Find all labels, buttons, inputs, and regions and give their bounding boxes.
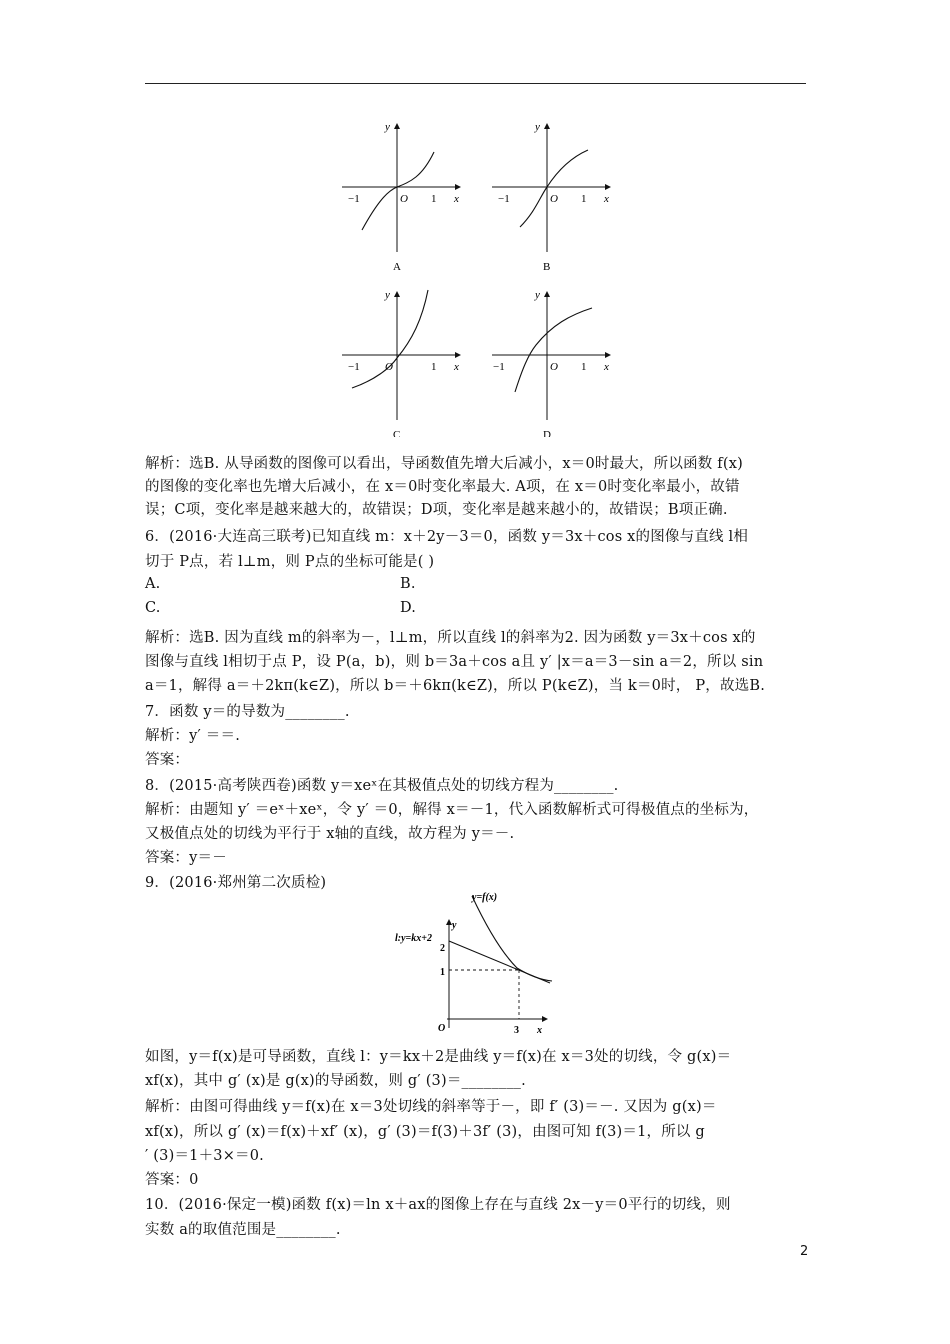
option-b: B. — [400, 576, 416, 592]
option-c: C. — [145, 600, 161, 616]
graph-c — [342, 289, 460, 437]
svg-text:O: O — [400, 193, 408, 205]
question-10: 10．(2016·保定一模)函数 f(x)＝ln x＋ax的图像上存在与直线 2x－y＝0平行的切线，则 — [145, 1197, 731, 1213]
svg-text:−1: −1 — [498, 193, 510, 205]
option-a: A. — [145, 576, 161, 592]
caption-c: C — [393, 429, 401, 437]
svg-text:y: y — [535, 121, 540, 133]
svg-text:l:y=kx+2: l:y=kx+2 — [395, 933, 432, 944]
svg-text:1: 1 — [431, 361, 437, 373]
text-line: 图像与直线 l相切于点 P，设 P(a，b)，则 b＝3a＋cos a且 y′ |x＝a＝3－sin a＝2，所以 sin — [145, 654, 764, 670]
header-rule — [145, 83, 806, 84]
text-line: 如图，y＝f(x)是可导函数，直线 l：y＝kx＋2是曲线 y＝f(x)在 x＝3处的切线，令 g(x)＝ — [145, 1049, 732, 1065]
svg-text:y: y — [535, 289, 540, 301]
question-7: 7．函数 y＝的导数为________. — [145, 704, 350, 720]
text-line: a＝1，解得 a＝＋2kπ(k∈Z)，所以 b＝＋6kπ(k∈Z)，所以 P(k∈Z)，当 k＝0时， P，故选B. — [145, 678, 766, 694]
svg-text:1: 1 — [581, 193, 587, 205]
answer-label: 答案： — [145, 752, 190, 768]
graph-b — [492, 121, 610, 273]
svg-text:O: O — [438, 1023, 446, 1034]
svg-text:y: y — [452, 920, 457, 931]
text-line: 解析：由题知 y′ ＝eˣ＋xeˣ，令 y′ ＝0，解得 x＝－1，代入函数解析式可得极值点的坐标为， — [145, 802, 759, 818]
text-line: 实数 a的取值范围是________. — [145, 1222, 341, 1238]
svg-text:1: 1 — [431, 193, 437, 205]
text-line: ′ (3)＝1＋3×＝0. — [145, 1148, 264, 1164]
question-6: 6．(2016·大连高三联考)已知直线 m：x＋2y－3＝0，函数 y＝3x＋cos x的图像与直线 l相 — [145, 529, 749, 545]
text-line: 解析：由图可得曲线 y＝f(x)在 x＝3处切线的斜率等于－，即 f′ (3)＝－. 又因为 g(x)＝ — [145, 1099, 717, 1115]
svg-text:1: 1 — [581, 361, 587, 373]
svg-text:y=f(x): y=f(x) — [472, 892, 498, 903]
text-line: 解析：选B. 从导函数的图像可以看出，导函数值先增大后减小，x＝0时最大，所以函数 f(x) — [145, 456, 743, 472]
derivative-graphs — [330, 112, 640, 437]
text-line: xf(x)，所以 g′ (x)＝f(x)＋xf′ (x)，g′ (3)＝f(3)＋3f′ (3)，由图可知 f(3)＝1，所以 g — [145, 1124, 705, 1140]
text-line: 解析：选B. 因为直线 m的斜率为－，l⊥m，所以直线 l的斜率为2. 因为函数 y＝3x＋cos x的 — [145, 630, 756, 646]
svg-text:−1: −1 — [493, 361, 505, 373]
svg-text:3: 3 — [514, 1025, 519, 1036]
answer-label: 答案：y＝－ — [145, 850, 227, 866]
svg-text:x: x — [537, 1025, 542, 1036]
svg-text:x: x — [454, 361, 459, 373]
svg-text:x: x — [604, 361, 609, 373]
answer-label: 答案：0 — [145, 1172, 199, 1188]
caption-a: A — [393, 261, 401, 273]
caption-b: B — [543, 261, 551, 273]
caption-d: D — [543, 429, 551, 437]
svg-text:2: 2 — [440, 943, 445, 954]
svg-text:O: O — [550, 361, 558, 373]
question-8: 8．(2015·高考陕西卷)函数 y＝xeˣ在其极值点处的切线方程为________. — [145, 778, 619, 794]
text-line: xf(x)，其中 g′ (x)是 g(x)的导函数，则 g′ (3)＝________. — [145, 1073, 526, 1089]
svg-text:1: 1 — [440, 967, 445, 978]
text-line: 切于 P点，若 l⊥m，则 P点的坐标可能是( ) — [145, 554, 435, 570]
option-d: D. — [400, 600, 417, 616]
tangent-figure — [392, 888, 562, 1038]
svg-text:−1: −1 — [348, 361, 360, 373]
svg-text:y: y — [385, 289, 390, 301]
graph-d — [492, 289, 610, 437]
text-line: 又极值点处的切线为平行于 x轴的直线，故方程为 y＝－. — [145, 826, 515, 842]
text-line: 误；C项，变化率是越来越大的，故错误；D项，变化率是越来越小的，故错误；B项正确. — [145, 502, 728, 518]
svg-text:x: x — [604, 193, 609, 205]
text-line: 解析：y′ ＝＝. — [145, 728, 241, 744]
question-9: 9．(2016·郑州第二次质检) — [145, 875, 327, 891]
svg-text:−1: −1 — [348, 193, 360, 205]
svg-text:O: O — [550, 193, 558, 205]
text-line: 的图像的变化率也先增大后减小，在 x＝0时变化率最大. A项，在 x＝0时变化率最小，故错 — [145, 479, 740, 495]
svg-text:x: x — [454, 193, 459, 205]
svg-text:O: O — [385, 361, 393, 373]
svg-text:y: y — [385, 121, 390, 133]
graph-a — [342, 121, 460, 273]
page-number: 2 — [800, 1244, 809, 1259]
